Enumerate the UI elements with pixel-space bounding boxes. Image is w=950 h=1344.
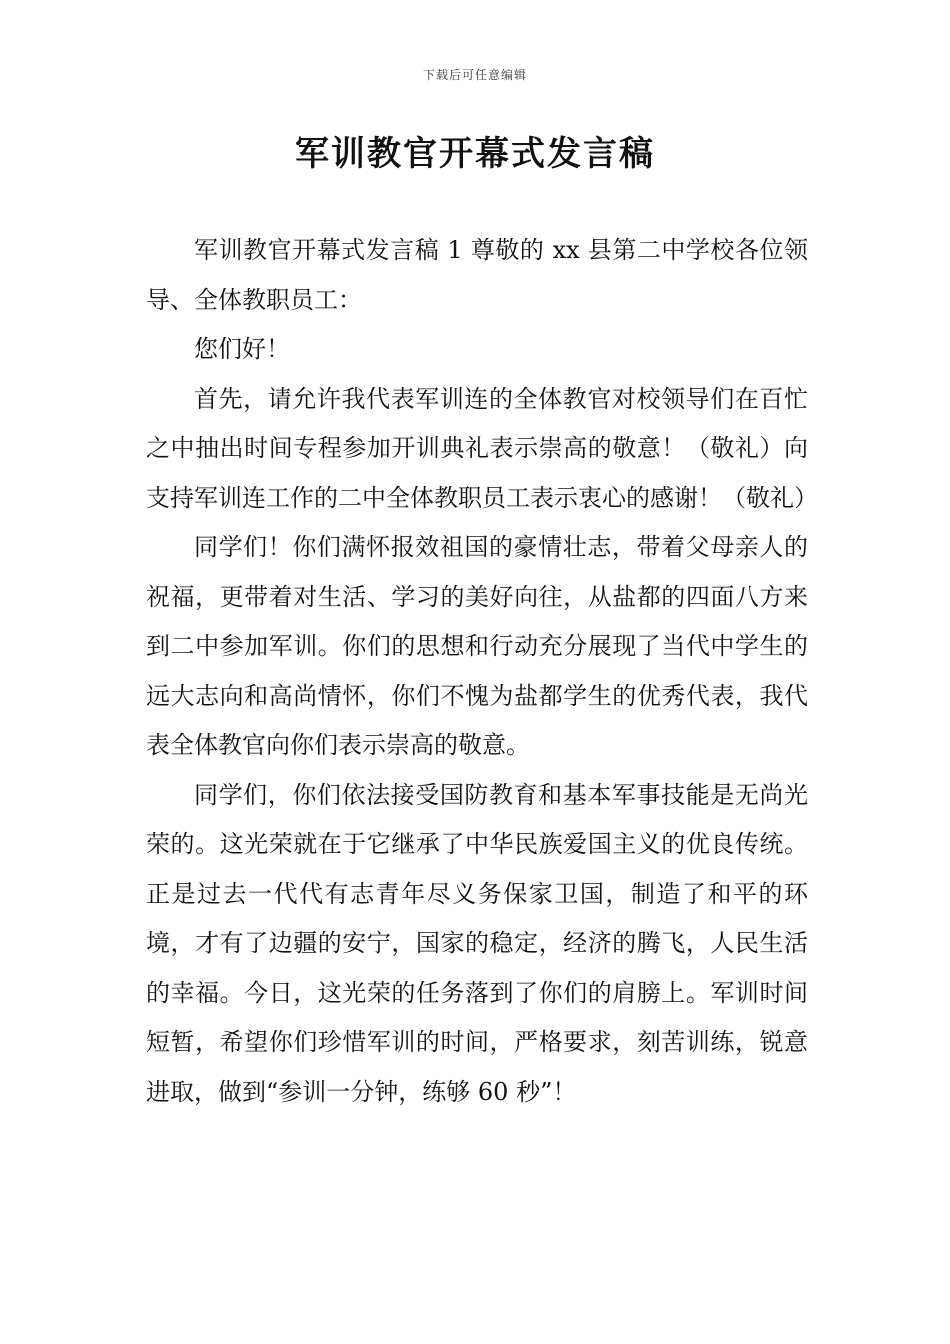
- document-body: [146, 226, 818, 1117]
- paragraph-greeting: 军训教官开幕式发言稿 1 尊敬的 xx 县第二中学校各位领导、全体教职员工：: [146, 236, 808, 314]
- paragraph-students: 同学们！你们满怀报效祖国的豪情壮志，带着父母亲人的祝福，更带着对生活、学习的美好向往，从盐都的四面八方来到二中参加军训。你们的思想和行动充分展现了当代中学生的远大志向和高尚情怀，你们不愧为盐都学生的优秀代表，我代表全体教官向你们表示崇高的敬意。: [146, 533, 808, 759]
- paragraph-honor: 同学们，你们依法接受国防教育和基本军事技能是无尚光荣的。这光荣就在于它继承了中华民族爱国主义的优良传统。正是过去一代代有志青年尽义务保家卫国，制造了和平的环境，才有了边疆的安宁，国家的稳定，经济的腾飞，人民生活的幸福。今日，这光荣的任务落到了你们的肩膀上。军训时间短暂，希望你们珍惜军训的时间，严格要求，刻苦训练，锐意进取，做到“参训一分钟，练够 60 秒”！: [146, 780, 808, 1106]
- paragraph-thanks: 首先，请允许我代表军训连的全体教官对校领导们在百忙之中抽出时间专程参加开训典礼表示崇高的敬意！（敬礼）向支持军训连工作的二中全体教职员工表示衷心的感谢！（敬礼）: [146, 384, 818, 512]
- document-title: 军训教官开幕式发言稿: [295, 134, 655, 174]
- header-note: 下载后可任意编辑: [422, 68, 527, 82]
- paragraph-salutation: 您们好！: [194, 335, 290, 363]
